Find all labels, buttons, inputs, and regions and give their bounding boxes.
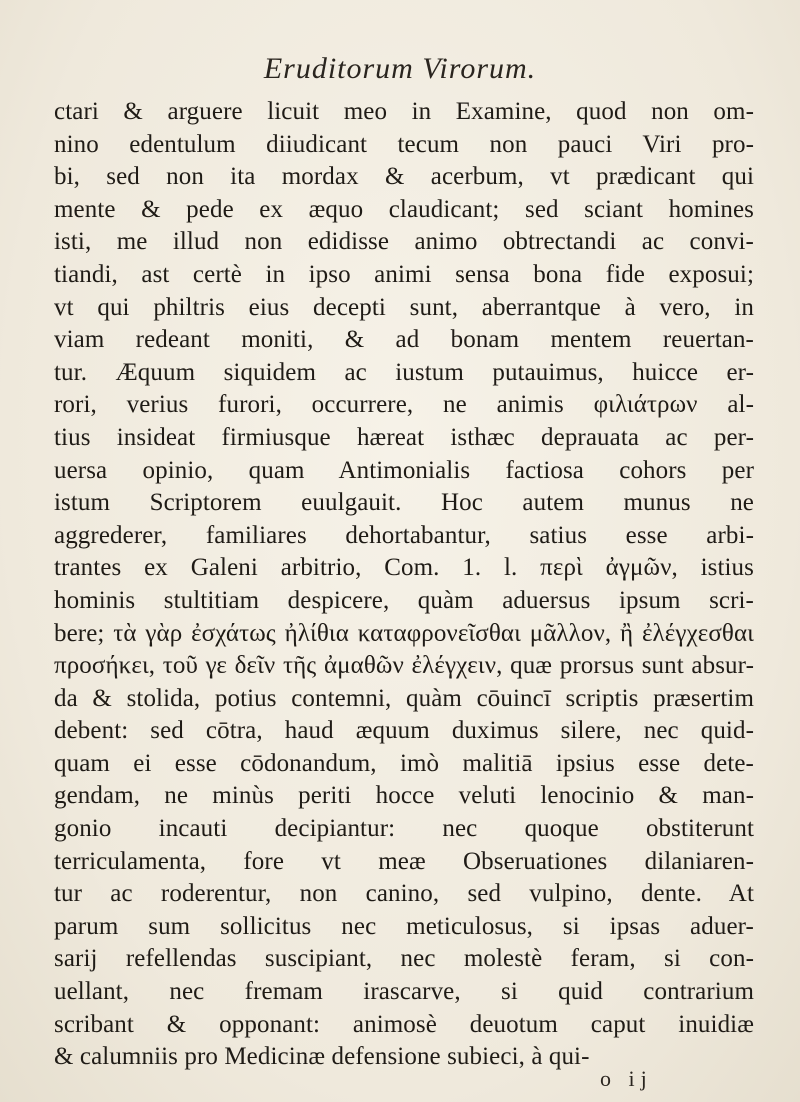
text-line: istum Scriptorem euulgauit. Hoc autem munus ne — [54, 489, 754, 517]
text-line: debent: sed cōtra, haud æquum duximus silere, nec quid- — [54, 717, 754, 745]
text-line: mente & pede ex æquo claudicant; sed sciant homines — [54, 195, 754, 223]
text-line: tiandi, ast certè in ipso animi sensa bona fide exposui; — [54, 260, 754, 288]
text-line: gonio incauti decipiantur: nec quoque obstiterunt — [54, 815, 754, 843]
text-line: tius insideat firmiusque hæreat isthæc deprauata ac per- — [54, 423, 754, 451]
text-line: gendam, ne minùs periti hocce veluti lenocinio & man- — [54, 782, 754, 810]
signature-mark: o ij — [600, 1066, 653, 1091]
body-text — [54, 96, 754, 1074]
text-line: & calumniis pro Medicinæ defensione subieci, à qui- — [54, 1043, 590, 1071]
text-line: uersa opinio, quam Antimonialis factiosa cohors per — [54, 456, 754, 484]
text-line: quam ei esse cōdonandum, imò malitiā ipsius esse dete- — [54, 749, 754, 777]
text-line: rori, verius furori, occurrere, ne animis φιλιάτρων al- — [54, 391, 754, 419]
text-line: isti, me illud non edidisse animo obtrectandi ac convi- — [54, 228, 754, 256]
text-line: parum sum sollicitus nec meticulosus, si ipsas aduer- — [54, 912, 754, 940]
text-line: sarij refellendas suscipiant, nec molestè feram, si con- — [54, 945, 754, 973]
text-line: προσήκει, τοῦ γε δεῖν τῆς ἀμαθῶν ἐλέγχειν, quæ prorsus sunt absur- — [54, 652, 754, 680]
text-line: trantes ex Galeni arbitrio, Com. 1. l. περὶ ἀγμῶν, istius — [54, 554, 754, 582]
text-line: uellant, nec fremam irascarve, si quid contrarium — [54, 978, 754, 1006]
text-line: vt qui philtris eius decepti sunt, aberrantque à vero, in — [54, 293, 754, 321]
text-line: tur ac roderentur, non canino, sed vulpino, dente. At — [54, 880, 754, 908]
text-line: scribant & opponant: animosè deuotum caput inuidiæ — [54, 1010, 754, 1038]
text-line: hominis stultitiam despicere, quàm aduersus ipsum scri- — [54, 586, 754, 614]
text-line: aggrederer, familiares dehortabantur, satius esse arbi- — [54, 521, 754, 549]
text-line: terriculamenta, fore vt meæ Obseruationes dilaniaren- — [54, 847, 754, 875]
text-line: viam redeant moniti, & ad bonam mentem reuertan- — [54, 326, 754, 354]
text-line: nino edentulum diiudicant tecum non pauci Viri pro- — [54, 130, 754, 158]
text-line: bi, sed non ita mordax & acerbum, vt prædicant qui — [54, 163, 754, 191]
text-line: tur. Æquum siquidem ac iustum putauimus, huicce er- — [54, 358, 754, 386]
text-line: da & stolida, potius contemni, quàm cōuincī scriptis præsertim — [54, 684, 754, 712]
text-line: ctari & arguere licuit meo in Examine, quod non om- — [54, 98, 754, 125]
text-line: bere; τὰ γὰρ ἐσχάτως ἠλίθια καταφρονεῖσθαι μᾶλλον, ἢ ἐλέγχεσθαι — [54, 619, 754, 647]
running-head: Eruditorum Virorum. — [263, 52, 537, 85]
